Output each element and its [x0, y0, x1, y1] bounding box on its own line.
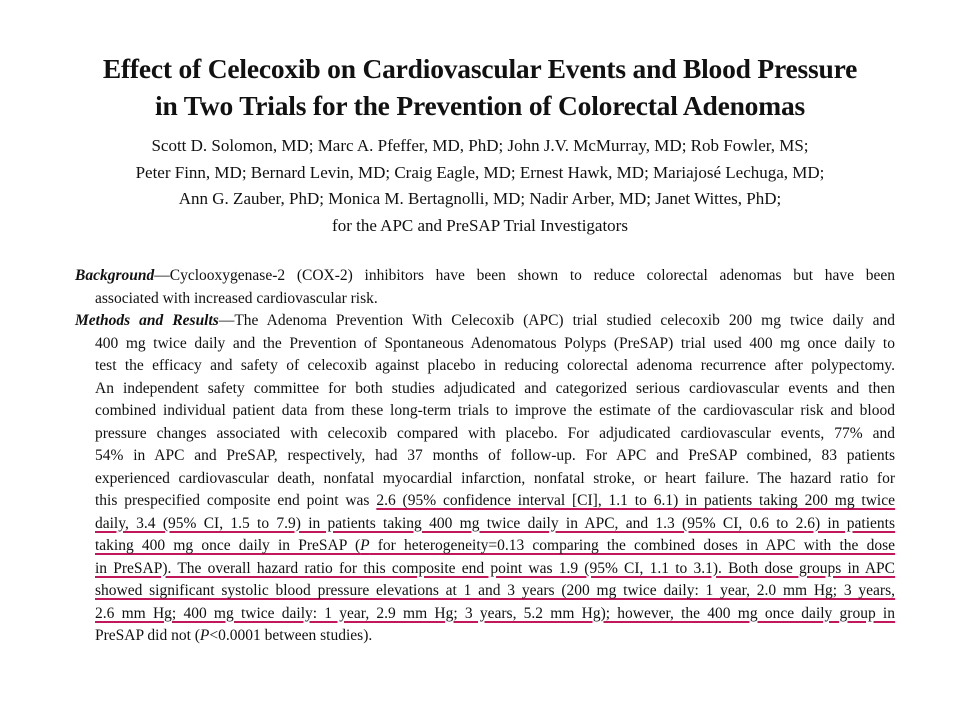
highlight-hazard-400mg-apc: daily, 3.4 (95% CI, 1.5 to 7.9) in patients taking 400 mg twice daily in APC, and 1.3 (95% CI, 0.6 to 2.6) in patients — [95, 514, 895, 532]
methods-line-2: 400 mg twice daily and the Prevention of Spontaneous Adenomatous Polyps (PreSAP) trial used 400 mg once daily to — [95, 334, 895, 352]
methods-line-3: test the efficacy and safety of celecoxib against placebo in reducing colorectal adenoma recurrence after polypectomy. — [95, 357, 895, 374]
methods-line-5: combined individual patient data from these long-term trials to improve the estimate of the cardiovascular risk and blood — [95, 402, 895, 419]
highlight-presap-1 — [95, 537, 895, 554]
methods-line-10 — [75, 513, 895, 536]
authors-line-2: Peter Finn, MD; Bernard Levin, MD; Craig Eagle, MD; Ernest Hawk, MD; Mariajosé Lechuga, MD; — [135, 162, 825, 182]
methods-line-12 — [75, 558, 895, 581]
background-text-1: Cyclooxygenase-2 (COX-2) inhibitors have been shown to reduce colorectal adenomas but have been — [169, 267, 895, 284]
methods-line-8: experienced cardiovascular death, nonfatal myocardial infarction, nonfatal stroke, or heart failure. The hazard ratio for — [95, 469, 895, 487]
background-label: Background — [75, 267, 155, 284]
title-line-1: Effect of Celecoxib on Cardiovascular Events and Blood Pressure — [102, 53, 858, 84]
methods-line-13 — [75, 580, 895, 603]
title-line-2: in Two Trials for the Prevention of Colorectal Adenomas — [155, 90, 805, 121]
background-text-2: associated with increased cardiovascular risk. — [95, 289, 378, 307]
author-list — [0, 133, 960, 239]
methods-text-1: The Adenoma Prevention With Celecoxib (APC) trial studied celecoxib 200 mg twice daily and — [234, 312, 895, 329]
authors-line-1: Scott D. Solomon, MD; Marc A. Pfeffer, MD, PhD; John J.V. McMurray, MD; Rob Fowler, MS; — [151, 136, 809, 155]
methods-line-6: pressure changes associated with celecoxib compared with placebo. For adjudicated cardiovascular events, 77% and — [95, 424, 895, 442]
highlight-overall-hazard: in PreSAP). The overall hazard ratio for this composite end point was 1.9 (95% CI, 1.1 to 3.1). Both dose groups in APC — [95, 559, 895, 577]
p-symbol-1: P — [360, 537, 370, 554]
methods-label: Methods and Results — [75, 312, 219, 329]
highlight-bp-elevations: showed significant systolic blood pressure elevations at 1 and 3 years (200 mg twice daily: 1 year, 2.0 mm Hg; 3 years, — [95, 582, 895, 599]
p-symbol-2: P — [199, 627, 210, 644]
authors-line-3: Ann G. Zauber, PhD; Monica M. Bertagnolli, MD; Nadir Arber, MD; Janet Wittes, PhD; — [178, 189, 782, 208]
methods-line-15 — [75, 625, 895, 648]
methods-line-7: 54% in APC and PreSAP, respectively, had 37 months of follow-up. For APC and PreSAP combined, 83 patients — [95, 447, 895, 464]
authors-line-4: for the APC and PreSAP Trial Investigators — [332, 215, 628, 235]
background-line-1 — [75, 265, 895, 288]
paper-title — [0, 50, 960, 124]
abstract — [75, 265, 895, 648]
background-line-2 — [75, 288, 895, 311]
methods-line-4: An independent safety committee for both studies adjudicated and categorized serious cardiovascular events and then — [95, 379, 895, 397]
methods-text-15b: <0.0001 between studies). — [209, 627, 373, 644]
methods-line-11 — [75, 535, 895, 558]
methods-text-9a: this prespecified composite end point was — [95, 492, 377, 509]
highlight-bp-values: 2.6 mm Hg; 400 mg twice daily: 1 year, 2.9 mm Hg; 3 years, 5.2 mm Hg); however, the 400 mg once daily group in — [95, 604, 895, 622]
methods-dash: — — [218, 312, 235, 329]
methods-line-14 — [75, 603, 895, 626]
methods-text-11a: taking 400 mg once daily in PreSAP ( — [95, 537, 361, 554]
methods-text-11b: for heterogeneity=0.13 comparing the combined doses in APC with the dose — [369, 537, 895, 554]
background-dash: — — [154, 267, 170, 284]
highlight-hazard-200mg: 2.6 (95% confidence interval [CI], 1.1 to 6.1) in patients taking 200 mg twice — [376, 492, 895, 509]
methods-line-9 — [75, 490, 895, 513]
methods-line-1 — [75, 310, 895, 333]
methods-text-15a: PreSAP did not ( — [95, 627, 200, 644]
